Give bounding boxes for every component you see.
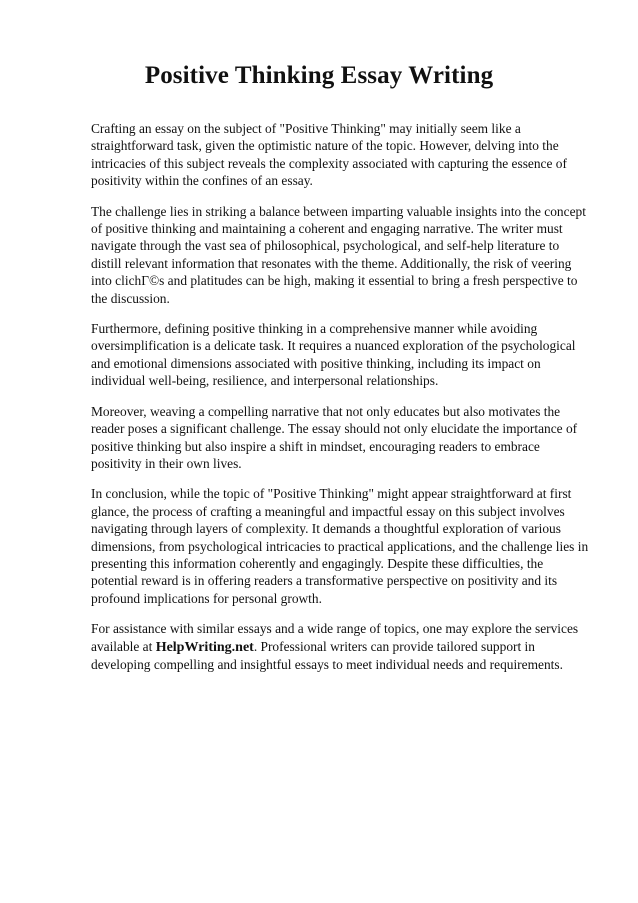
document-title: Positive Thinking Essay Writing [144,62,494,89]
closing-text-after: . Professional writers can provide tailored support in developing compelling and insightful essays to meet individual needs and requirements. [91,638,563,672]
paragraph-closing [91,620,593,673]
paragraph-narrative: Moreover, weaving a compelling narrative that not only educates but also motivates the reader poses a significant challenge. The essay should not only elucidate the importance of positive thinking but also inspire a shift in mindset, encouraging readers to embrace positivity in their own lives. [91,403,578,471]
paragraph-challenge: The challenge lies in striking a balance between imparting valuable insights into the concept of positive thinking and maintaining a coherent and engaging narrative. The writer must navigate through the vast sea of philosophical, psychological, and self-help literature to distill relevant information that resonates with the theme. Additionally, the risk of veering into clichГ©s and platitudes can be high, making it essential to bring a fresh perspective to the discussion. [91,203,586,306]
paragraph-definition: Furthermore, defining positive thinking in a comprehensive manner while avoiding oversimplification is a delicate task. It requires a nuanced exploration of the psychological and emotional dimensions associated with positive thinking, including its impact on individual well-being, resilience, and interpersonal relationships. [91,321,576,389]
paragraph-conclusion: In conclusion, while the topic of "Positive Thinking" might appear straightforward at first glance, the process of crafting a meaningful and impactful essay on this subject involves navigating through layers of complexity. It demands a thoughtful exploration of various dimensions, from psychological intricacies to practical applications, and the challenge lies in presenting this information coherently and engagingly. Despite these difficulties, the potential reward is in offering readers a transformative perspective on positivity and its profound implications for personal growth. [91,486,589,606]
helpwriting-link[interactable]: HelpWriting.net [155,639,254,655]
paragraph-intro: Crafting an essay on the subject of "Positive Thinking" may initially seem like a straightforward task, given the optimistic nature of the topic. However, delving into the intricacies of this subject reveals the complexity associated with capturing the essence of positivity within the confines of an essay. [91,121,567,189]
closing-text-before: For assistance with similar essays and a wide range of topics, one may explore the services available at [91,621,579,654]
